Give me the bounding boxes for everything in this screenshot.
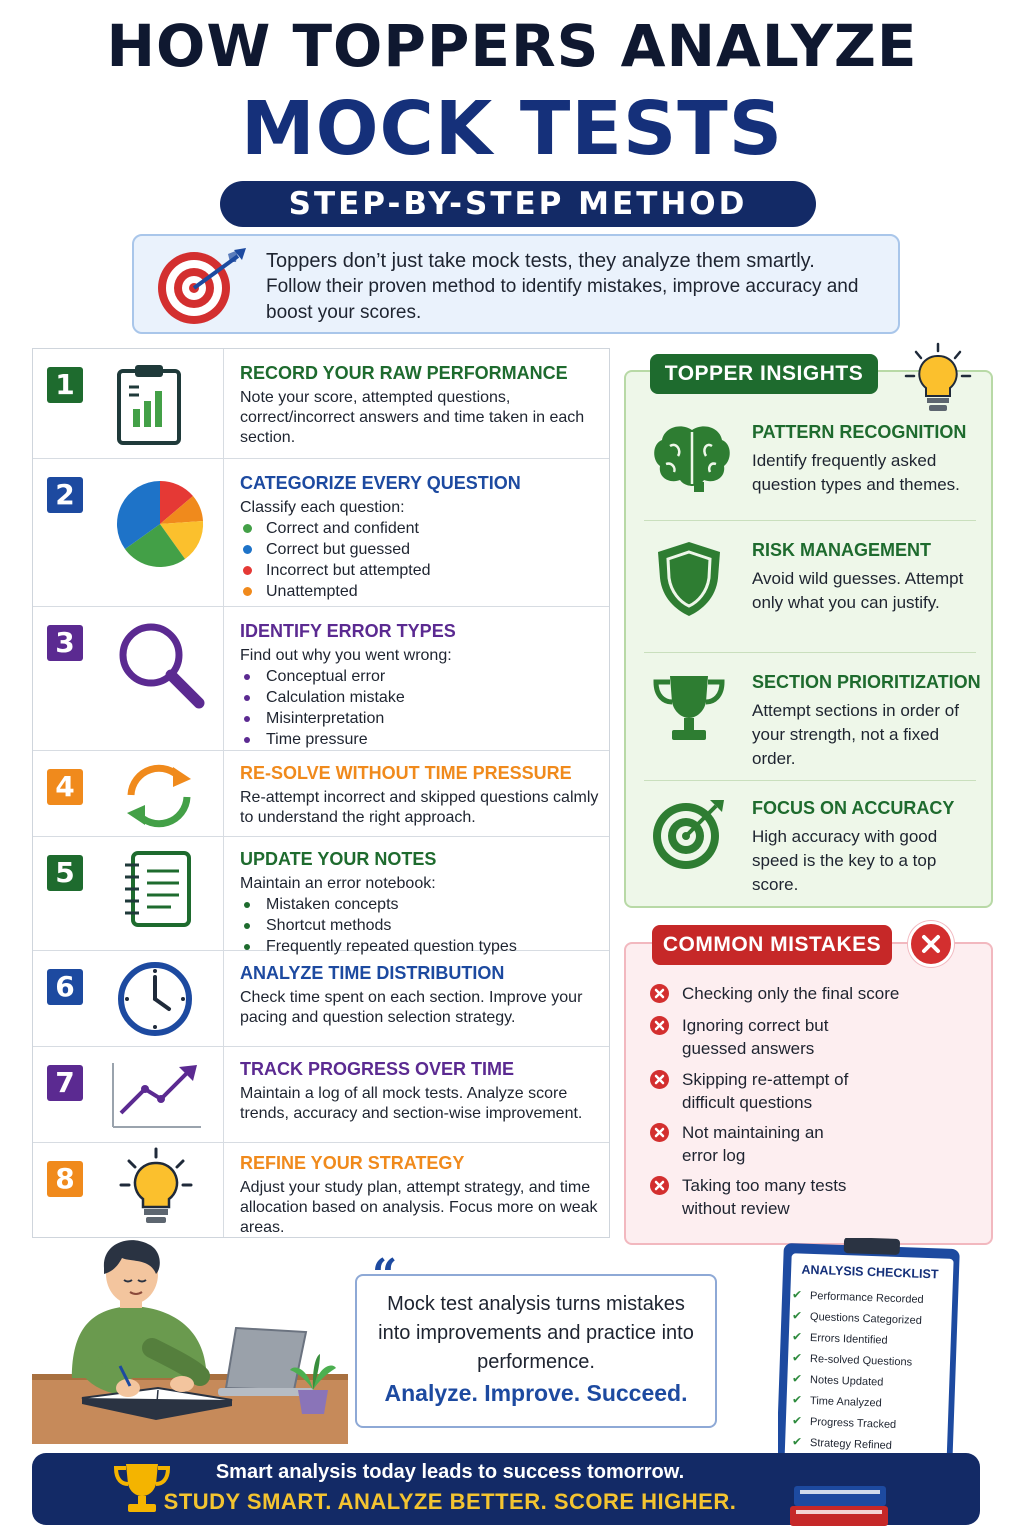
insight-title: RISK MANAGEMENT [752, 540, 931, 560]
insight-title: FOCUS ON ACCURACY [752, 798, 955, 818]
intro-line-1: Toppers don’t just take mock tests, they analyze them smartly. [266, 250, 815, 272]
step-2 [33, 459, 609, 607]
step-7-title: TRACK PROGRESS OVER TIME [240, 1059, 515, 1079]
brain-icon [650, 422, 734, 499]
pie-chart-icon [113, 477, 207, 576]
title-line-2: MOCK TESTS [240, 86, 784, 172]
intro-text [266, 248, 886, 326]
insight-desc: High accuracy with good speed is the key to a top score. [752, 827, 938, 894]
steps-table [32, 348, 610, 1238]
intro-box [132, 234, 900, 334]
intro-line-2: Follow their proven method to identify mistakes, improve accuracy and boost your scores. [266, 276, 859, 323]
checklist-title: ANALYSIS CHECKLIST [801, 1262, 939, 1282]
mistake-text: Checking only the final score [682, 984, 900, 1003]
checklist-item: ✔ Errors Identified [791, 1329, 888, 1347]
checklist-item: ✔ Strategy Refined [791, 1434, 893, 1452]
student-illustration [32, 1238, 348, 1449]
step-2-list-item: Correct but guessed [240, 539, 600, 560]
step-4-number: 4 [47, 769, 83, 805]
x-circle-icon [650, 984, 669, 1003]
step-8-desc: Adjust your study plan, attempt strategy, and time allocation based on analysis. Focus more on weak areas. [240, 1179, 598, 1236]
common-mistakes-panel [624, 942, 993, 1245]
step-5-number: 5 [47, 855, 83, 891]
step-7-number: 7 [47, 1065, 83, 1101]
step-4 [33, 751, 609, 837]
checklist-item: ✔ Notes Updated [791, 1371, 884, 1389]
insight-desc: Attempt sections in order of your strength, not a fixed order. [752, 701, 959, 768]
insight-title: PATTERN RECOGNITION [752, 422, 967, 442]
step-1-number: 1 [47, 367, 83, 403]
step-6-title: ANALYZE TIME DISTRIBUTION [240, 963, 505, 983]
step-6 [33, 951, 609, 1047]
check-icon: ✔ [791, 1413, 803, 1428]
step-3-title: IDENTIFY ERROR TYPES [240, 621, 456, 641]
insight-desc: Avoid wild guesses. Attempt only what you can justify. [752, 569, 964, 612]
step-5-list-item: Shortcut methods [240, 915, 600, 936]
clock-icon [115, 959, 195, 1044]
step-1-desc: Note your score, attempted questions, correct/incorrect answers and time taken in each section. [240, 389, 585, 446]
quote-mark-icon: “ [372, 1250, 398, 1301]
check-icon: ✔ [791, 1434, 803, 1449]
mistake-text: Skipping re-attempt of difficult questions [682, 1070, 849, 1112]
footer-line-2: STUDY SMART. ANALYZE BETTER. SCORE HIGHER. [163, 1489, 737, 1514]
step-6-number: 6 [47, 969, 83, 1005]
insight-desc: Identify frequently asked question types and themes. [752, 451, 960, 494]
step-2-title: CATEGORIZE EVERY QUESTION [240, 473, 521, 493]
shield-icon [654, 540, 724, 623]
mistake-text: Taking too many tests without review [682, 1176, 847, 1218]
trophy-icon [652, 672, 726, 749]
checklist-item: ✔ Progress Tracked [791, 1413, 897, 1432]
step-3 [33, 607, 609, 751]
check-icon: ✔ [791, 1350, 803, 1365]
step-8-number: 8 [47, 1161, 83, 1197]
step-3-list-item: Time pressure [240, 729, 600, 750]
step-2-desc: Classify each question: [240, 499, 405, 516]
check-icon: ✔ [791, 1371, 803, 1386]
topper-insights-panel [624, 370, 993, 908]
target-arrow-icon [154, 246, 254, 331]
step-5-list-item: Mistaken concepts [240, 894, 600, 915]
step-3-desc: Find out why you went wrong: [240, 647, 452, 664]
footer-line-1: Smart analysis today leads to success tomorrow. [215, 1461, 685, 1483]
step-6-desc: Check time spent on each section. Improve your pacing and question selection strategy. [240, 989, 583, 1026]
step-1 [33, 349, 609, 459]
check-icon: ✔ [791, 1329, 803, 1344]
mistake-text: Not maintaining an error log [682, 1123, 824, 1165]
x-circle-icon [650, 1070, 669, 1089]
lightbulb-icon [902, 342, 972, 423]
quote-text: Mock test analysis turns mistakes into improvements and practice into performence. [378, 1293, 694, 1373]
step-2-number: 2 [47, 477, 83, 513]
step-2-list-item: Unattempted [240, 581, 600, 602]
check-icon: ✔ [791, 1287, 803, 1302]
mistake-text: Ignoring correct but guessed answers [682, 1016, 829, 1058]
insights-heading: TOPPER INSIGHTS [650, 354, 878, 394]
step-7-desc: Maintain a log of all mock tests. Analyze score trends, accuracy and section-wise improvement. [240, 1085, 583, 1122]
checklist-item: ✔ Performance Recorded [791, 1287, 924, 1306]
x-circle-icon [650, 1016, 669, 1035]
magnifier-icon [115, 619, 207, 716]
target-icon [650, 798, 726, 875]
step-2-list-item: Correct and confident [240, 518, 600, 539]
step-3-list-item: Misinterpretation [240, 708, 600, 729]
step-5-title: UPDATE YOUR NOTES [240, 849, 437, 869]
step-3-number: 3 [47, 625, 83, 661]
checklist-item: ✔ Questions Categorized [791, 1308, 923, 1327]
step-4-title: RE-SOLVE WITHOUT TIME PRESSURE [240, 763, 572, 783]
x-circle-icon [650, 1123, 669, 1142]
step-3-list-item: Calculation mistake [240, 687, 600, 708]
step-5 [33, 837, 609, 955]
step-2-list-item: Incorrect but attempted [240, 560, 600, 581]
x-circle-icon [908, 921, 954, 967]
title-line-1: HOW TOPPERS ANALYZE [106, 12, 918, 80]
check-icon: ✔ [791, 1308, 803, 1323]
step-5-desc: Maintain an error notebook: [240, 875, 436, 892]
clipboard-chart-icon [113, 363, 185, 450]
notebook-icon [121, 851, 197, 932]
step-4-desc: Re-attempt incorrect and skipped questions calmly to understand the right approach. [240, 789, 599, 826]
books-icon [786, 1472, 892, 1536]
check-icon: ✔ [791, 1392, 803, 1407]
refresh-icon [121, 761, 197, 836]
checklist-item: ✔ Re-solved Questions [791, 1350, 913, 1369]
subtitle-banner: STEP-BY-STEP METHOD [220, 181, 816, 227]
lightbulb-icon [119, 1147, 193, 1236]
step-8 [33, 1143, 609, 1237]
step-5-list-item: Frequently repeated question types [240, 936, 600, 957]
mistakes-heading: COMMON MISTAKES [652, 925, 892, 965]
trend-chart-icon [109, 1059, 205, 1138]
x-circle-icon [650, 1176, 669, 1195]
step-7 [33, 1047, 609, 1143]
quote-tagline: Analyze. Improve. Succeed. [384, 1380, 688, 1406]
step-1-title: RECORD YOUR RAW PERFORMANCE [240, 363, 568, 383]
step-3-list-item: Conceptual error [240, 666, 600, 687]
insight-title: SECTION PRIORITIZATION [752, 672, 981, 692]
step-8-title: REFINE YOUR STRATEGY [240, 1153, 465, 1173]
checklist-item: ✔ Time Analyzed [791, 1392, 882, 1410]
